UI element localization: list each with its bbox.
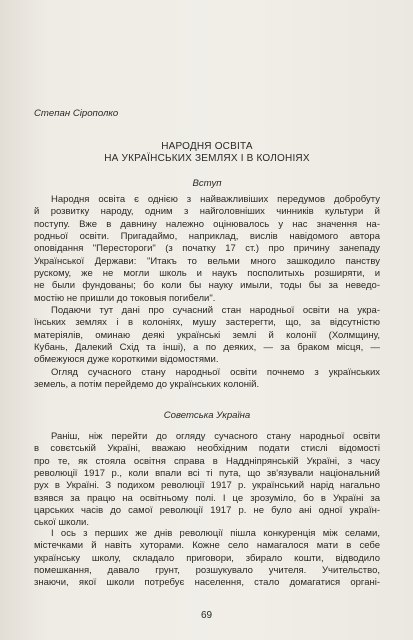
text-line: Кубань, Далекий Схід та інші), а по деяких, — за браком місця, — bbox=[34, 342, 380, 354]
paragraph-5 bbox=[34, 528, 380, 590]
text-line: не были фундованы; бо коли бы науку имыли, тоды бы за неведо- bbox=[34, 280, 380, 292]
text-line: українську школу, складало приговори, збирало кошти, відводило bbox=[34, 552, 380, 564]
paragraph-4 bbox=[34, 431, 380, 530]
text-line: Раніш, ніж перейти до огляду сучасного стану народньої освіти bbox=[51, 431, 380, 442]
text-line: Огляд сучасного стану народньої освіти почнемо з українських bbox=[51, 367, 380, 378]
text-line: родньої освіти. Пригадаймо, наприклад, вислів навідомого автора bbox=[34, 231, 380, 243]
article-title-line-2: НА УКРАЇНСЬКИХ ЗЕМЛЯХ І В КОЛОНІЯХ bbox=[104, 153, 310, 164]
text-line: й розвитку народу, одним з найголовніших чинників культури й bbox=[34, 206, 380, 218]
text-line: ської школи. bbox=[34, 517, 89, 529]
text-line: помешкання, давало грунт, розшукувало учителя. Учительство, bbox=[34, 565, 380, 577]
section-heading-intro: Вступ bbox=[192, 178, 222, 189]
paragraph-3 bbox=[34, 367, 380, 392]
text-line: І ось з перших же днів революції пішла конкуренція між селами, bbox=[51, 528, 380, 539]
text-line: знаючи, якої школи потребує населення, стало домагатися органі- bbox=[34, 577, 380, 589]
text-line: Народня освіта є однією з найважливіших передумов добробуту bbox=[51, 194, 380, 205]
paragraph-2 bbox=[34, 305, 380, 367]
text-line: рускому, же не могли школь и наукъ посполитыхь розширяти, и bbox=[34, 268, 380, 280]
author-name: Степан Сірополко bbox=[34, 108, 119, 119]
text-line: про те, як стояла освітня справа в Наддніпрянській Україні, з часу bbox=[34, 455, 380, 467]
text-line: рух в Україні. З подихом революції 1917 р. український нарід нагально bbox=[34, 480, 380, 492]
paragraph-1 bbox=[34, 194, 380, 305]
page-number: 69 bbox=[200, 610, 213, 621]
text-line: оповідання "Перестороги" (з початку 17 ст.) про причину занепаду bbox=[34, 243, 380, 255]
text-line: матеріялів, оминаю деякі українські землі й колонії (Холмщину, bbox=[34, 329, 380, 341]
text-line: взявся за працю на освітньому полі. І це зрозуміло, бо в Україні за bbox=[34, 492, 380, 504]
text-line: Української Держави: "Итакъ то вельми много зашкодило панству bbox=[34, 255, 380, 267]
text-line: містечками й навіть хуторами. Кожне село намагалося мати в себе bbox=[34, 540, 380, 552]
text-line: Подаючи тут дані про сучасний стан народньої освіти на укра- bbox=[51, 305, 380, 316]
text-line: революції 1917 р., коли впали всі ті пута, що зв'язували національний bbox=[34, 468, 380, 480]
text-line: їнських землях і в колоніях, мушу застерегти, що, за відсутністю bbox=[34, 317, 380, 329]
text-line: земель, а потім перейдемо до українських колоній. bbox=[34, 379, 260, 391]
text-line: царських часів до самої революції 1917 р. не було ані одної україн- bbox=[34, 505, 380, 517]
article-title-line-1: НАРОДНЯ ОСВІТА bbox=[161, 141, 253, 152]
text-line: мостію не пришли до токовыя погибели". bbox=[34, 292, 216, 304]
text-line: обмежуюся дуже короткими відомостями. bbox=[34, 354, 219, 366]
section-heading-soviet-ukraine: Советська Україна bbox=[163, 410, 251, 421]
text-line: в совєтській Україні, вважаю необхідним подати стислі відомості bbox=[34, 443, 380, 455]
text-line: поступу. Вже в давнину належно оцінювалось у нас значення на- bbox=[34, 218, 380, 230]
